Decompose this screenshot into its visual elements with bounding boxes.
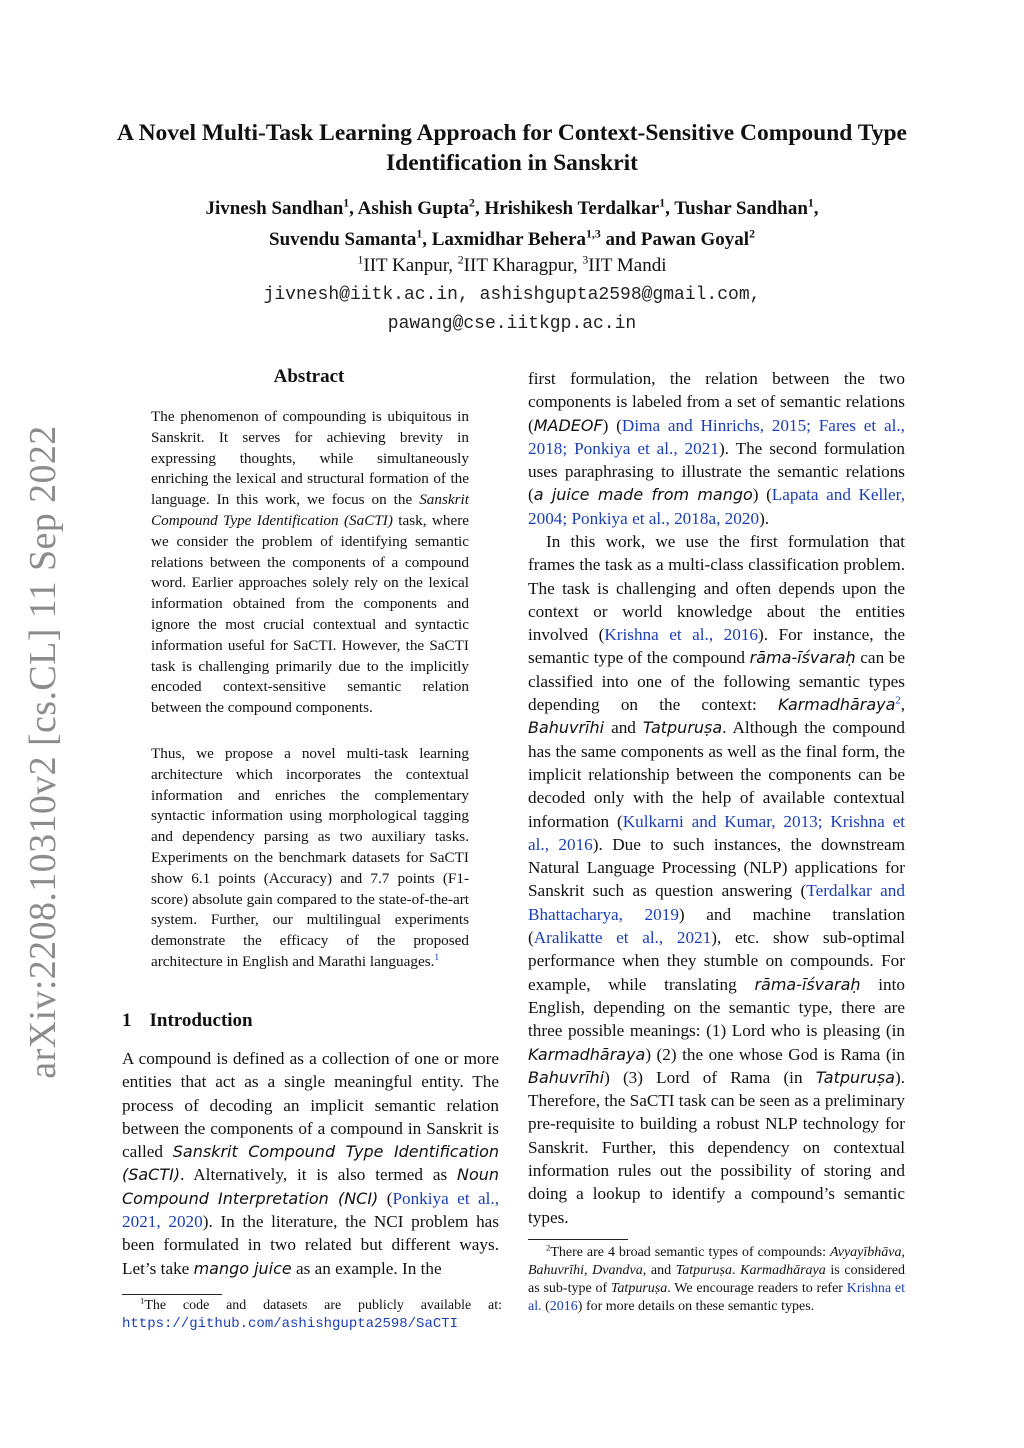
paper-title: A Novel Multi-Task Learning Approach for Context-Sensitive Compound Type Identification in Sanskrit bbox=[117, 120, 907, 176]
abstract-heading: Abstract bbox=[273, 366, 345, 387]
footnote: $^1$The code and datasets are publicly available at: https://github.com/ashishgupta2598/SaCTI bbox=[122, 1295, 502, 1332]
affiliation: IIT Mandi bbox=[588, 255, 667, 276]
author: Ashish Gupta$^2$ bbox=[357, 196, 475, 219]
abstract-paragraph: The phenomenon of compounding is ubiquitous in Sanskrit. It serves for achieving brevity in expressing thoughts, while simultaneously enriching the lexical and structural formation of the language. In this work, we focus on the Sanskrit Compound Type Identification (SaCTI) task, where we consider the problem of identifying semantic relations between the components of a compound word. Earlier approaches solely rely on the lexical information obtained from the components and ignore the most crucial contextual and syntactic information useful for SaCTI. However, the SaCTI task is challenging primarily due to the implicitly encoded context-sensitive semantic relation between the compound components. bbox=[151, 408, 469, 717]
section-heading bbox=[122, 1010, 253, 1032]
citation-link[interactable]: Krishna et al. bbox=[528, 1281, 905, 1314]
citation-link[interactable]: Krishna et al., 2016 bbox=[604, 625, 759, 645]
citation-link[interactable]: Dima and Hinrichs, 2015; Fares et al., 2018; Ponkiya et al., 2021 bbox=[528, 415, 905, 458]
affiliation: IIT Kanpur bbox=[363, 255, 449, 276]
email: ashishgupta2598@gmail.com bbox=[479, 285, 750, 305]
section-number: 1 bbox=[122, 1010, 132, 1031]
author: Suvendu Samanta$^1$ bbox=[269, 227, 423, 250]
abstract-paragraph: Thus, we propose a novel multi-task learning architecture which incorporates the contextual information and enriches the complementary syntactic information using morphological tagging and dependency parsing as two auxiliary tasks. Experiments on the benchmark datasets for SaCTI show 6.1 points (Accuracy) and 7.7 points (F1-score) absolute gain compared to the state-of-the-art system. Further, our multilingual experiments demonstrate the efficacy of the proposed architecture in English and Marathi languages.$^1$ bbox=[151, 745, 469, 970]
email: jivnesh@iitk.ac.in bbox=[263, 285, 458, 305]
intro-paragraph-right: first formulation, the relation between the two components is labeled from a set of semantic relations (MADEOF) (Dima and Hinrichs, 2015; Fares et al., 2018; Ponkiya et al., 2021). The second formulation uses paraphrasing to illustrate the semantic relations (a juice made from mango) (Lapata and Keller, 2004; Ponkiya et al., 2018a, 2020). bbox=[528, 369, 906, 528]
footnote-divider bbox=[122, 1294, 222, 1295]
intro-paragraph-right: In this work, we use the first formulation that frames the task as a multi-class classification problem. The task is challenging and often depends upon the context or world knowledge about the entities involved (Krishna et al., 2016). For instance, the semantic type of the compound rāma-īśvaraḥ can be classified into one of the following semantic types depending on the context: Karmadhāraya$^2$, Bahuvrīhi and Tatpuruṣa. Although the compound has the same components as well as the final form, the implicit relationship between the components can be decoded only with the help of available contextual information (Kulkarni and Kumar, 2013; Krishna et al., 2016). Due to such instances, the downstream Natural Language Processing (NLP) applications for Sanskrit such as question answering (Terdalkar and Bhattacharya, 2019) and machine translation (Aralikatte et al., 2021), etc. show sub-optimal performance when they stumble on compounds. For example, while translating rāma-īśvaraḥ into English, depending on the semantic type, there are three possible meanings: (1) Lord who is pleasing (in Karmadhāraya) (2) the one whose God is Rama (in Bahuvrīhi) (3) Lord of Rama (in Tatpuruṣa). Therefore, the SaCTI task can be seen as a preliminary pre-requisite to building a robust NLP technology for Sanskrit. Further, this dependency on contextual information rules out the possibility of storing and doing a lookup to identify a compound’s semantic types. bbox=[528, 532, 906, 1227]
footnote-marker[interactable]: 1 bbox=[434, 952, 440, 963]
author: Laxmidhar Behera$^{1,3}$ bbox=[431, 227, 601, 250]
citation-link[interactable]: Kulkarni and Kumar, 2013; Krishna et al., 2016 bbox=[528, 811, 905, 854]
arxiv-identifier-text: arXiv:2208.10310v2 [cs.CL] 11 Sep 2022 bbox=[22, 425, 64, 1079]
author: Tushar Sandhan$^1$ bbox=[674, 196, 814, 219]
affiliation-line: $^1$IIT Kanpur, $^2$IIT Kharagpur, $^3$IIT Mandi bbox=[357, 253, 667, 276]
citation-link[interactable]: Ponkiya et al., 2021, 2020 bbox=[122, 1188, 499, 1232]
footnote-divider bbox=[528, 1239, 628, 1240]
affiliation: IIT Kharagpur bbox=[463, 255, 573, 276]
author-list: Jivnesh Sandhan$^1$, Ashish Gupta$^2$, Hrishikesh Terdalkar$^1$, Tushar Sandhan$^1$, Suvendu Samanta$^1$, Laxmidhar Behera$^{1,3}$ and Pawan Goyal$^2$ bbox=[205, 196, 819, 250]
email: pawang@cse.iitkgp.ac.in bbox=[387, 314, 637, 334]
author: Jivnesh Sandhan$^1$ bbox=[205, 196, 350, 219]
citation-link[interactable]: Terdalkar and Bhattacharya, 2019 bbox=[528, 881, 905, 924]
citation-link[interactable]: Aralikatte et al., 2021 bbox=[533, 928, 712, 948]
url-link[interactable]: https://github.com/ashishgupta2598/SaCTI bbox=[122, 1316, 459, 1332]
email-block: jivnesh@iitk.ac.in, ashishgupta2598@gmail.com, pawang@cse.iitkgp.ac.in bbox=[263, 285, 761, 334]
citation-link[interactable]: Lapata and Keller, 2004; Ponkiya et al., 2018a, 2020 bbox=[528, 485, 906, 528]
author: Pawan Goyal$^2$ bbox=[640, 227, 755, 250]
arxiv-identifier-stamp bbox=[21, 425, 65, 1079]
author: Hrishikesh Terdalkar$^1$ bbox=[484, 196, 666, 219]
footnote-marker[interactable]: 2 bbox=[895, 695, 901, 707]
footnote: $^2$There are 4 broad semantic types of compounds: Avyayībhāva, Bahuvrīhi, Dvandva, and Tatpuruṣa. Karmadhāraya is considered as sub-type of Tatpuruṣa. We encourage readers to refer Krishna et al. (2016) for more details on these semantic types. bbox=[528, 1242, 906, 1314]
section-title: Introduction bbox=[149, 1010, 253, 1031]
intro-paragraph-left: A compound is defined as a collection of one or more entities that act as a single meaningful entity. The process of decoding an implicit semantic relation between the components of a compound in Sanskrit is called Sanskrit Compound Type Identification (SaCTI). Alternatively, it is also termed as Noun Compound Interpretation (NCI) (Ponkiya et al., 2021, 2020). In the literature, the NCI problem has been formulated in two related but different ways. Let’s take mango juice as an example. In the bbox=[122, 1049, 500, 1278]
citation-link[interactable]: 2016 bbox=[549, 1299, 578, 1314]
